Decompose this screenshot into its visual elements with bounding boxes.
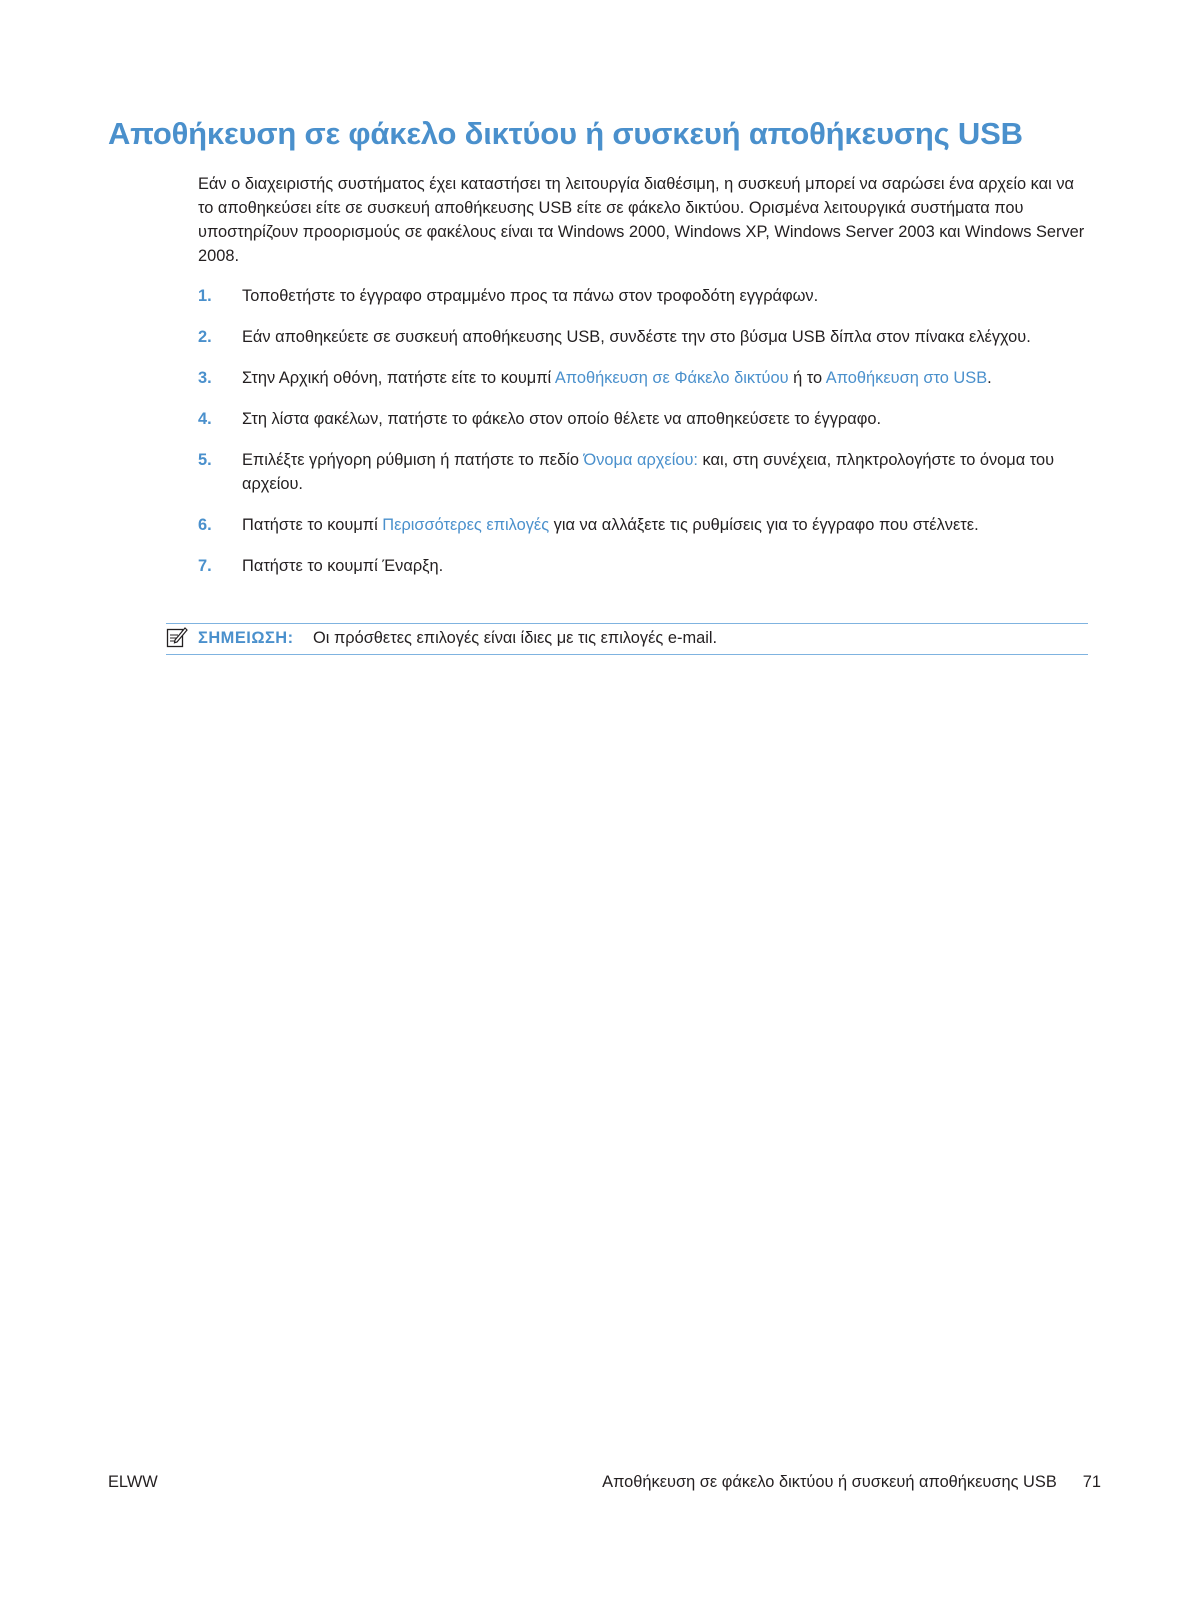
step-number: 3. bbox=[198, 369, 212, 387]
note-text: Οι πρόσθετες επιλογές είναι ίδιες με τις επιλογές e-mail. bbox=[313, 629, 718, 647]
more-options-link[interactable]: Περισσότερες επιλογές bbox=[382, 516, 550, 534]
step-number: 4. bbox=[198, 410, 212, 428]
step-item-6 bbox=[198, 513, 1088, 537]
step-text: Τοποθετήστε το έγγραφο στραμμένο προς τα πάνω στον τροφοδότη εγγράφων. bbox=[242, 287, 819, 305]
step-text-mid: ή το bbox=[788, 369, 826, 387]
step-number: 2. bbox=[198, 328, 212, 346]
step-item-3 bbox=[198, 366, 1088, 390]
note-label: ΣΗΜΕΙΩΣΗ: bbox=[198, 629, 294, 647]
step-text: Εάν αποθηκεύετε σε συσκευή αποθήκευσης USB, συνδέστε την στο βύσμα USB δίπλα στον πίνακα ελέγχου. bbox=[242, 328, 1031, 346]
step-number: 7. bbox=[198, 557, 212, 575]
step-text-pre: Επιλέξτε γρήγορη ρύθμιση ή πατήστε το πεδίο bbox=[242, 451, 584, 469]
step-item-2 bbox=[198, 325, 1088, 349]
footer-section-title: Αποθήκευση σε φάκελο δικτύου ή συσκευή αποθήκευσης USB bbox=[602, 1473, 1057, 1491]
step-number: 5. bbox=[198, 451, 212, 469]
steps-list bbox=[198, 284, 1088, 578]
step-item-7 bbox=[198, 554, 1088, 578]
step-text-post: . bbox=[987, 369, 992, 387]
step-item-1 bbox=[198, 284, 1088, 308]
step-number: 1. bbox=[198, 287, 212, 305]
step-text-pre: Στην Αρχική οθόνη, πατήστε είτε το κουμπί bbox=[242, 369, 555, 387]
file-name-field-link[interactable]: Όνομα αρχείου: bbox=[583, 451, 698, 469]
save-to-usb-link[interactable]: Αποθήκευση στο USB bbox=[825, 369, 988, 387]
step-text-post: και, στη συνέχεια, πληκτρολογήστε το όνομα του αρχείου. bbox=[242, 451, 1055, 493]
step-text: Στη λίστα φακέλων, πατήστε το φάκελο στον οποίο θέλετε να αποθηκεύσετε το έγγραφο. bbox=[242, 410, 882, 428]
note-pencil-icon bbox=[166, 626, 188, 648]
step-text-post: για να αλλάξετε τις ρυθμίσεις για το έγγραφο που στέλνετε. bbox=[549, 516, 979, 534]
intro-paragraph: Εάν ο διαχειριστής συστήματος έχει καταστήσει τη λειτουργία διαθέσιμη, η συσκευή μπορεί να σαρώσει ένα αρχείο και να το αποθηκεύσει είτε σε συσκευή αποθήκευσης USB είτε σε φάκελο δικτύου. Ορισμένα λειτουργικά συστήματα που υποστηρίζουν προορισμούς σε φακέλους είναι τα Windows 2000, Windows XP, Windows Server 2003 και Windows Server 2008. bbox=[198, 175, 1085, 265]
save-to-network-folder-link[interactable]: Αποθήκευση σε Φάκελο δικτύου bbox=[554, 369, 789, 387]
footer-right bbox=[602, 1473, 1101, 1492]
footer-left: ELWW bbox=[108, 1473, 158, 1491]
step-number: 6. bbox=[198, 516, 212, 534]
page-title: Αποθήκευση σε φάκελο δικτύου ή συσκευή αποθήκευσης USB bbox=[108, 116, 1023, 151]
step-item-5 bbox=[198, 448, 1088, 496]
step-item-4 bbox=[198, 407, 1088, 431]
step-text: Πατήστε το κουμπί Έναρξη. bbox=[242, 557, 444, 575]
page-number: 71 bbox=[1082, 1473, 1101, 1491]
note-box bbox=[166, 623, 1088, 655]
step-text-pre: Πατήστε το κουμπί bbox=[242, 516, 383, 534]
